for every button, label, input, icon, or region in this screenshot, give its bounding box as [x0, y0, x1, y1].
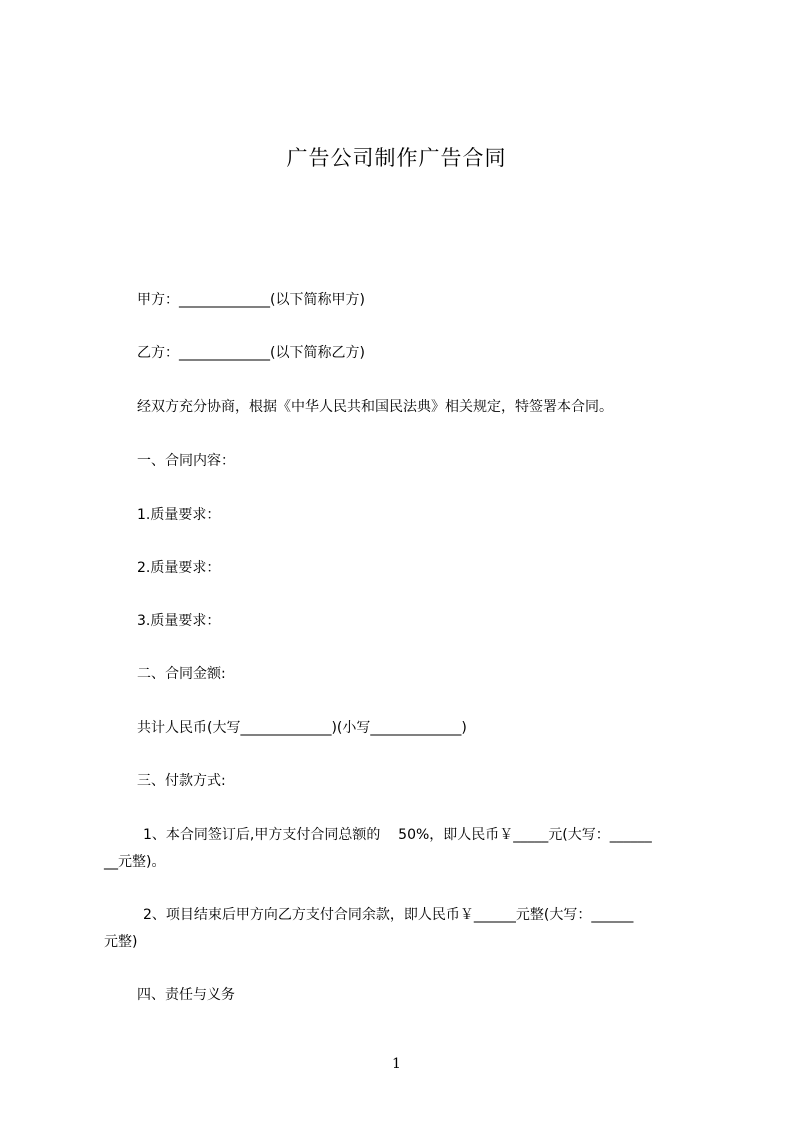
party-a-line: 甲方：_____________(以下简称甲方): [137, 292, 365, 308]
payment-1-line-1: 1、本合同签订后,甲方支付合同总额的 50%，即人民币￥_____元(大写：______: [143, 827, 652, 843]
payment-2-line-2: 元整): [104, 934, 138, 950]
contract-amount: 共计人民币(大写_____________)(小写_____________): [137, 720, 467, 736]
payment-2-line-1: 2、项目结束后甲方向乙方支付合同余款，即人民币￥______元整(大写：______: [143, 907, 634, 923]
party-b-line: 乙方：_____________(以下简称乙方): [137, 345, 365, 361]
document-title: 广告公司制作广告合同: [286, 146, 507, 170]
section2-heading: 二、合同金额:: [137, 666, 226, 682]
preamble: 经双方充分协商，根据《中华人民共和国民法典》相关规定，特签署本合同。: [137, 399, 613, 415]
page-number: 1: [392, 1056, 401, 1072]
quality-item-3: 3.质量要求：: [137, 613, 221, 629]
payment-1-line-2: __元整)。: [104, 854, 166, 870]
quality-item-1: 1.质量要求：: [137, 507, 221, 523]
section4-heading: 四、责任与义务: [137, 987, 235, 1003]
quality-item-2: 2.质量要求：: [137, 560, 221, 576]
section1-heading: 一、合同内容：: [137, 453, 235, 469]
section3-heading: 三、付款方式:: [137, 773, 226, 789]
